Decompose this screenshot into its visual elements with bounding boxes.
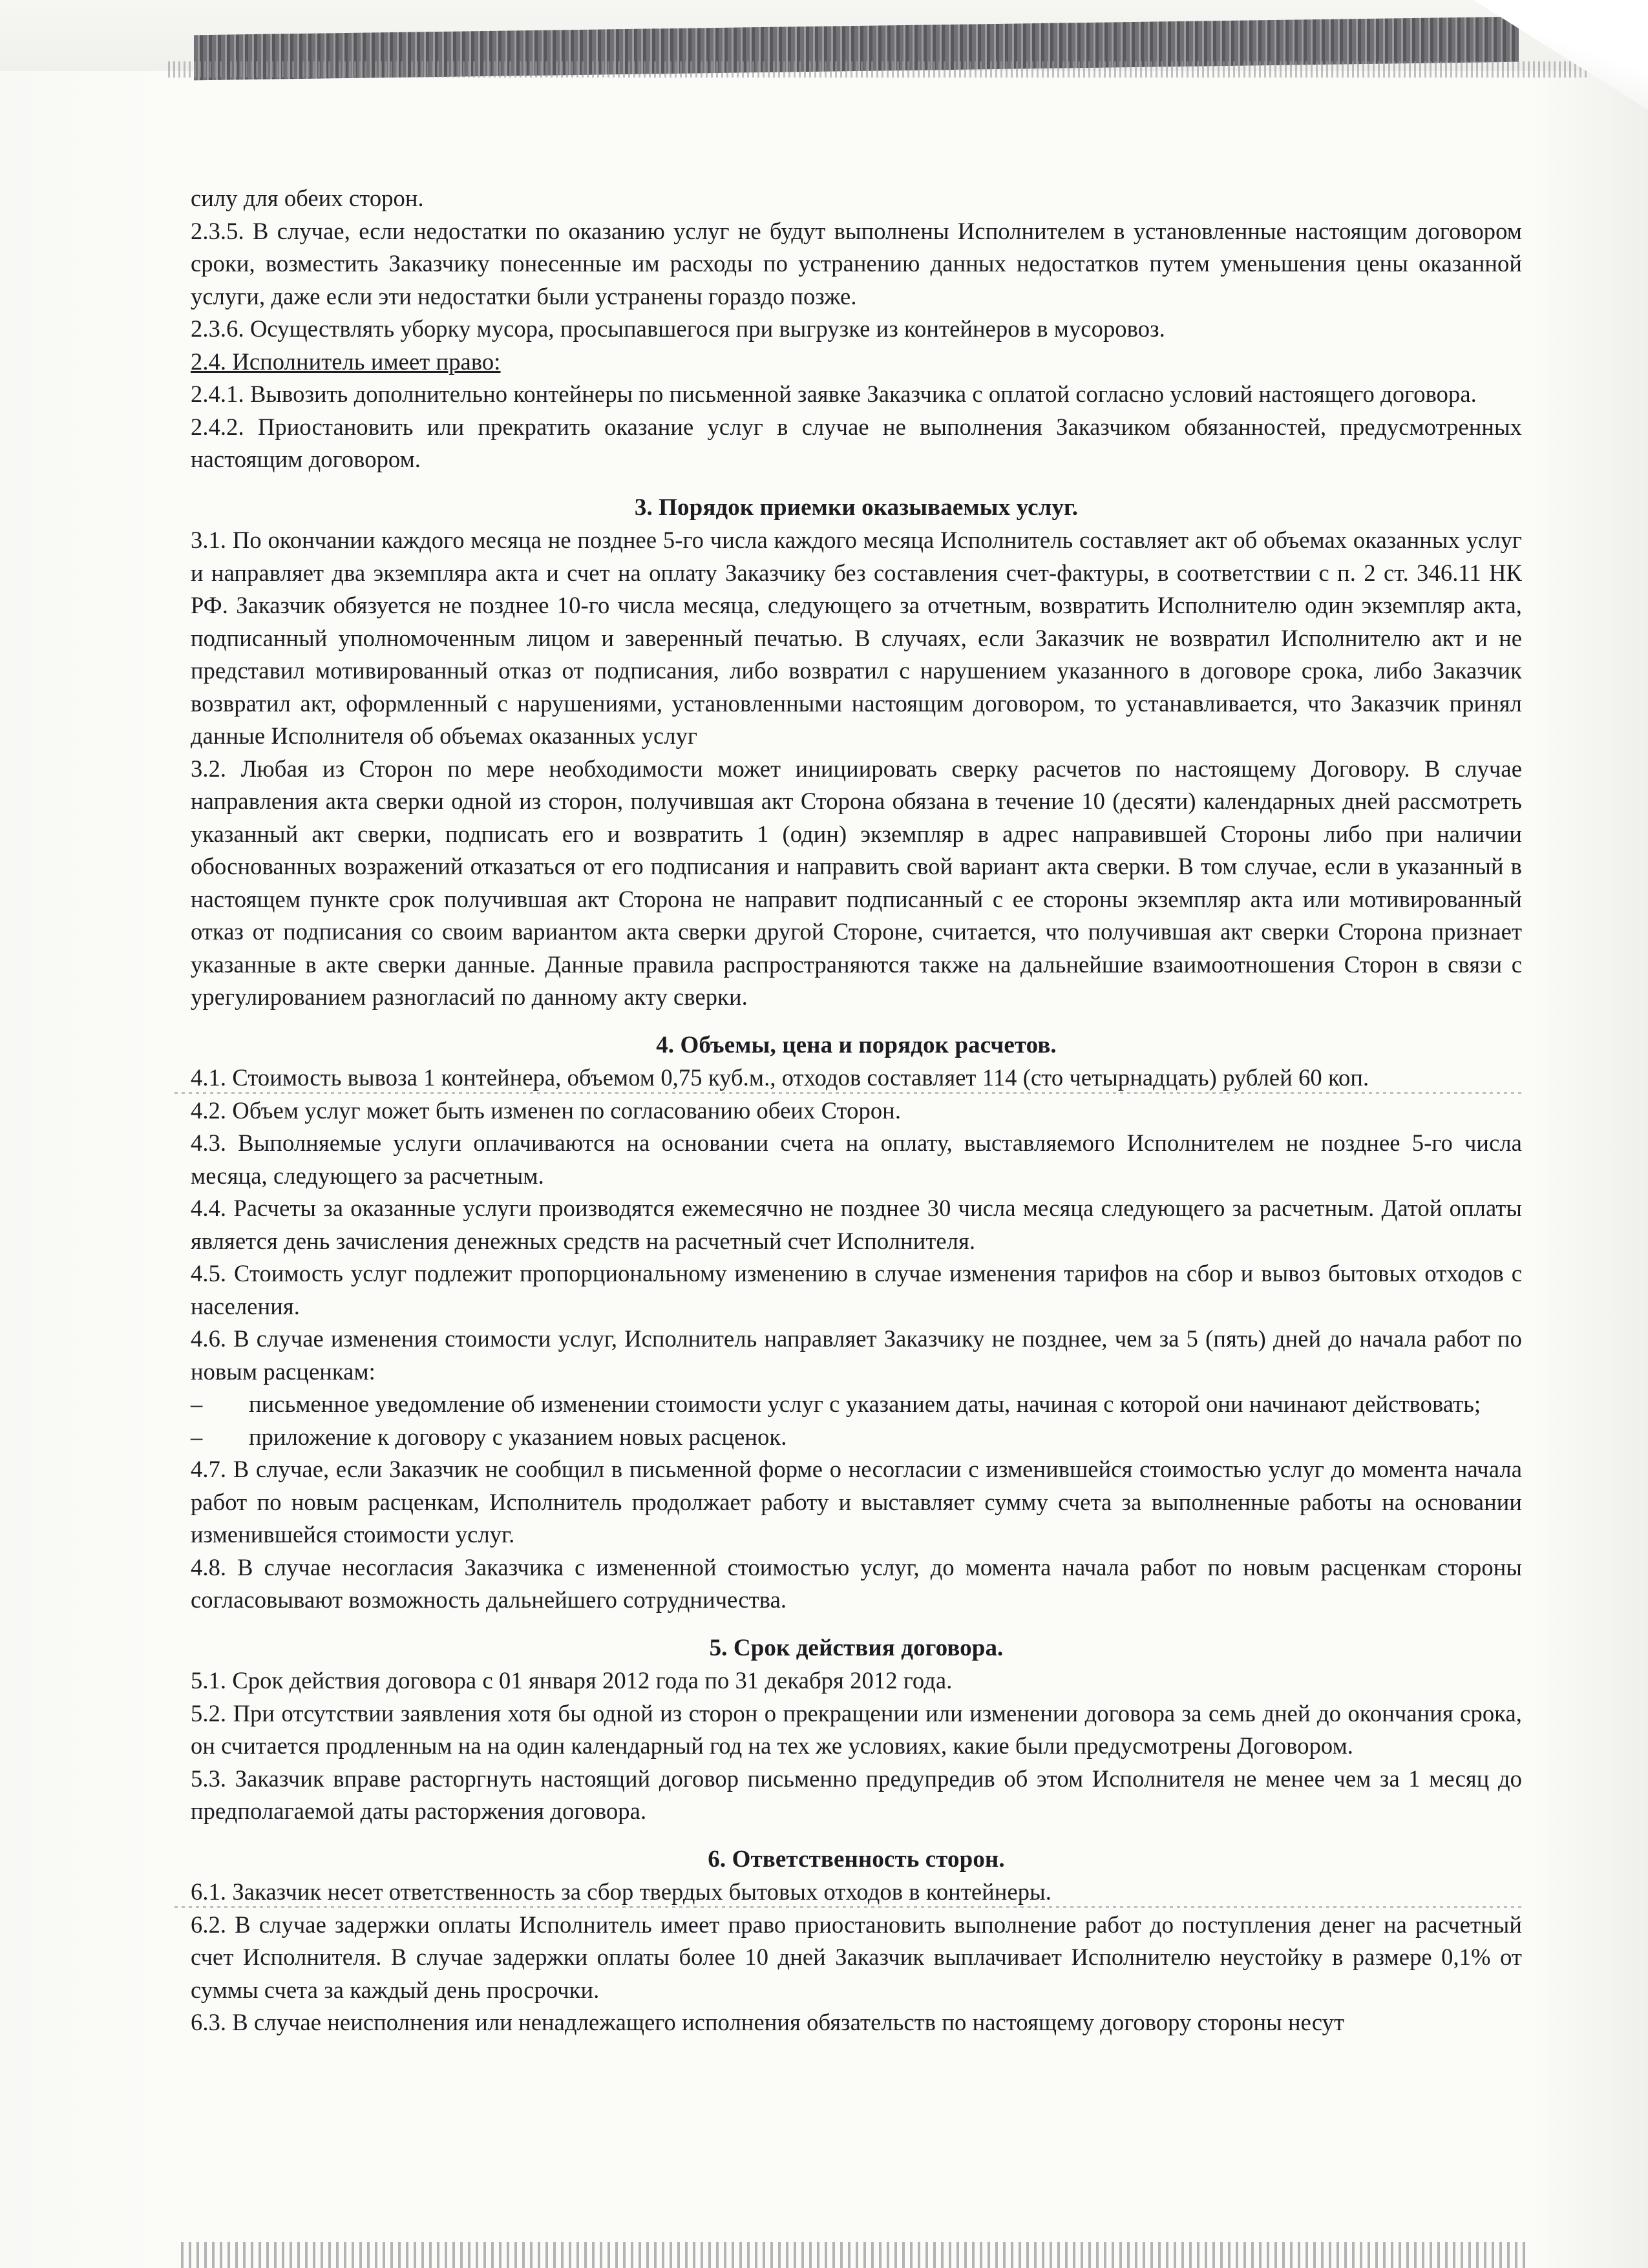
paragraph: 4.2. Объем услуг может быть изменен по согласованию обеих Сторон. [191,1097,902,1124]
scan-right-edge [1532,0,1648,2268]
paragraph: 4.6. В случае изменения стоимости услуг, Исполнитель направляет Заказчику не позднее, чем за 5 (пять) дней до начала работ по новым расценкам: [191,1325,1522,1385]
list-item: – письменное уведомление об изменении стоимости услуг с указанием даты, начиная с которой они начинают действовать; [191,1388,1522,1421]
list-item: – приложение к договору с указанием новых расценок. [191,1421,1522,1454]
paragraph: 4.1. Стоимость вывоза 1 контейнера, объемом 0,75 куб.м., отходов составляет 114 (сто четырнадцать) рублей 60 коп. [191,1064,1369,1091]
paragraph: 6.2. В случае задержки оплаты Исполнитель имеет право приостановить выполнение работ до поступления денег на расчетный счет Исполнителя. В случае задержки оплаты более 10 дней Заказчик выплачивает Исполнителю неустойку в размере 0,1% от суммы счета за каждый день просрочки. [191,1911,1522,2003]
scan-noise-bottom [181,2242,1525,2268]
paragraph: 4.3. Выполняемые услуги оплачиваются на основании счета на оплату, выставляемого Исполнителем не позднее 5-го числа месяца, следующего за расчетным. [191,1129,1522,1189]
paragraph: 3.1. По окончании каждого месяца не позднее 5-го числа каждого месяца Исполнитель составляет акт об объемах оказанных услуг и направляет два экземпляра акта и счет на оплату Заказчику без составления счет-фактуры, в соответствии с п. 2 ст. 346.11 НК РФ. Заказчик обязуется не позднее 10-го числа месяца, следующего за отчетным, возвратить Исполнителю один экземпляр акта, подписанный уполномоченным лицом и заверенный печатью. В случаях, если Заказчик не возвратил Исполнителю акт и не представил мотивированный отказ от подписания, либо возвратил с нарушением указанного в договоре срока, либо Заказчик возвратил акт, оформленный с нарушениями, установленными настоящим договором, то устанавливается, что Заказчик принял данные Исполнителя об объемах оказанных услуг [191,527,1522,749]
paragraph: 2.3.6. Осуществлять уборку мусора, просыпавшегося при выгрузке из контейнеров в мусоровоз. [191,315,1165,342]
scan-noise-band [168,61,1590,78]
paragraph: 4.7. В случае, если Заказчик не сообщил в письменной форме о несогласии с изменившейся стоимостью услуг до момента начала работ по новым расценкам, Исполнитель продолжает работу и выставляет сумму счета за выполненные работы на основании изменившейся стоимости услуг. [191,1456,1522,1548]
paragraph: 2.4.2. Приостановить или прекратить оказание услуг в случае не выполнения Заказчиком обязанностей, предусмотренных настоящим договором. [191,413,1522,472]
paragraph: 3.2. Любая из Сторон по мере необходимости может инициировать сверку расчетов по настоящему Договору. В случае направления акта сверки одной из сторон, получившая акт Сторона обязана в течение 10 (десяти) календарных дней рассмотреть указанный акт сверки, подписать его и возвратить 1 (один) экземпляр в адрес направившей Стороны либо при наличии обоснованных возражений отказаться от его подписания и направить свой вариант акта сверки. В том случае, если в указанный в настоящем пункте срок получившая акт Сторона не направит подписанный с ее стороны экземпляр акта или мотивированный отказ от подписания со своим вариантом акта сверки другой Стороне, считается, что получившая акт сверки Сторона признает указанные в акте сверки данные. Данные правила распространяются также на дальнейшие взаимоотношения Сторон в связи с урегулированием разногласий по данному акту сверки. [191,755,1522,1010]
paragraph: 6.1. Заказчик несет ответственность за сбор твердых бытовых отходов в контейнеры. [191,1878,1051,1905]
scan-left-edge [0,0,168,2268]
paragraph: силу для обеих сторон. [191,185,424,211]
paragraph: 4.5. Стоимость услуг подлежит пропорциональному изменению в случае изменения тарифов на сбор и вывоз бытовых отходов с населения. [191,1260,1522,1319]
section-heading: 5. Срок действия договора. [709,1634,1004,1661]
paragraph: 5.3. Заказчик вправе расторгнуть настоящий договор письменно предупредив об этом Исполнителя не менее чем за 1 месяц до предполагаемой даты расторжения договора. [191,1765,1522,1824]
document-body [191,182,1522,2039]
paragraph: 4.8. В случае несогласия Заказчика с измененной стоимостью услуг, до момента начала работ по новым расценкам стороны согласовывают возможность дальнейшего сотрудничества. [191,1553,1522,1613]
section-heading: 6. Ответственность сторон. [708,1845,1005,1873]
paragraph: 2.4.1. Вывозить дополнительно контейнеры по письменной заявке Заказчика с оплатой согласно условий настоящего договора. [191,381,1477,407]
paragraph: 4.4. Расчеты за оказанные услуги производятся ежемесячно не позднее 30 числа месяца следующего за расчетным. Датой оплаты является день зачисления денежных средств на расчетный счет Исполнителя. [191,1195,1522,1254]
paragraph: 6.3. В случае неисполнения или ненадлежащего исполнения обязательств по настоящему договору стороны несут [191,2009,1345,2035]
section-heading: 4. Объемы, цена и порядок расчетов. [656,1031,1057,1058]
paragraph: 5.1. Срок действия договора с 01 января 2012 года по 31 декабря 2012 года. [191,1667,953,1694]
section-heading: 3. Порядок приемки оказываемых услуг. [634,494,1079,521]
paragraph: 5.2. При отсутствии заявления хотя бы одной из сторон о прекращении или изменении договора за семь дней до окончания срока, он считается продленным на на один календарный год на тех же условиях, какие были предусмотрены Договором. [191,1699,1522,1759]
paragraph: 2.3.5. В случае, если недостатки по оказанию услуг не будут выполнены Исполнителем в установленные настоящим договором сроки, возместить Заказчику понесенные им расходы по устранению данных недостатков путем уменьшения цены оказанной услуги, даже если эти недостатки были устранены гораздо позже. [191,217,1522,310]
subheading: 2.4. Исполнитель имеет право: [191,348,501,375]
